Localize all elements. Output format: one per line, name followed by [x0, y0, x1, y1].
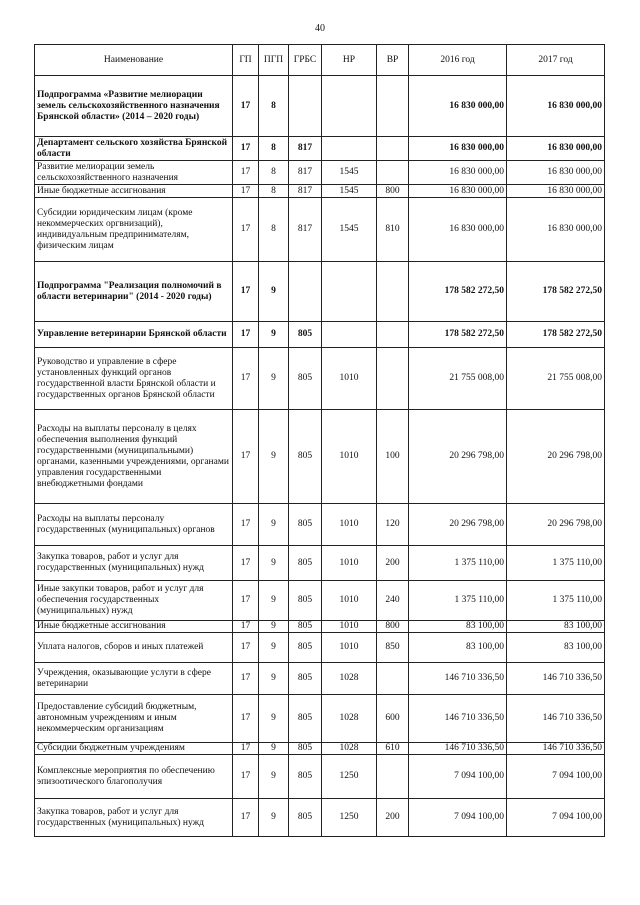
- row-2016: 16 830 000,00: [409, 185, 507, 198]
- row-2017: 16 830 000,00: [507, 185, 605, 198]
- row-np: 1010: [322, 348, 377, 410]
- row-2016: 83 100,00: [409, 621, 507, 633]
- row-vr: 850: [377, 633, 409, 663]
- table-row: [35, 799, 605, 837]
- table-row: [35, 185, 605, 198]
- row-np: 1010: [322, 504, 377, 546]
- row-gp: 17: [233, 348, 259, 410]
- row-name: Закупка товаров, работ и услуг для государственных (муниципальных) нужд: [35, 799, 233, 837]
- row-2017: 20 296 798,00: [507, 504, 605, 546]
- row-name: Департамент сельского хозяйства Брянской области: [35, 137, 233, 161]
- row-2017: 7 094 100,00: [507, 799, 605, 837]
- row-2016: 178 582 272,50: [409, 262, 507, 322]
- row-pgp: 8: [259, 76, 289, 137]
- row-grbs: 805: [289, 410, 322, 504]
- row-pgp: 9: [259, 348, 289, 410]
- row-2017: 178 582 272,50: [507, 322, 605, 348]
- table-row: [35, 695, 605, 743]
- row-np: 1545: [322, 198, 377, 262]
- row-vr: 240: [377, 581, 409, 621]
- row-name: Управление ветеринарии Брянской области: [35, 322, 233, 348]
- row-grbs: 805: [289, 348, 322, 410]
- row-pgp: 8: [259, 161, 289, 185]
- row-gp: 17: [233, 198, 259, 262]
- table-row: [35, 743, 605, 755]
- row-grbs: 805: [289, 504, 322, 546]
- row-2017: 20 296 798,00: [507, 410, 605, 504]
- row-2016: 16 830 000,00: [409, 137, 507, 161]
- row-2016: 146 710 336,50: [409, 663, 507, 695]
- row-2017: 146 710 336,50: [507, 743, 605, 755]
- row-gp: 17: [233, 322, 259, 348]
- row-vr: 200: [377, 546, 409, 581]
- row-pgp: 9: [259, 262, 289, 322]
- row-2017: 16 830 000,00: [507, 137, 605, 161]
- row-grbs: 805: [289, 621, 322, 633]
- row-gp: 17: [233, 633, 259, 663]
- row-vr: [377, 76, 409, 137]
- row-np: [322, 262, 377, 322]
- row-name: Учреждения, оказывающие услуги в сфере ветеринарии: [35, 663, 233, 695]
- header-vr: ВР: [377, 45, 409, 76]
- row-gp: 17: [233, 76, 259, 137]
- row-grbs: 805: [289, 799, 322, 837]
- row-pgp: 8: [259, 198, 289, 262]
- row-grbs: 805: [289, 755, 322, 799]
- row-gp: 17: [233, 799, 259, 837]
- row-name: Предоставление субсидий бюджетным, автономным учреждениям и иным некоммерческим организациям: [35, 695, 233, 743]
- row-2017: 21 755 008,00: [507, 348, 605, 410]
- row-2016: 16 830 000,00: [409, 198, 507, 262]
- header-gp: ГП: [233, 45, 259, 76]
- row-gp: 17: [233, 755, 259, 799]
- row-gp: 17: [233, 410, 259, 504]
- row-gp: 17: [233, 743, 259, 755]
- row-gp: 17: [233, 621, 259, 633]
- row-2016: 21 755 008,00: [409, 348, 507, 410]
- table-row: [35, 410, 605, 504]
- row-name: Подпрограмма «Развитие мелиорации земель сельскохозяйственного назначения Брянской области» (2014 – 2020 годы): [35, 76, 233, 137]
- row-grbs: 805: [289, 633, 322, 663]
- row-2017: 83 100,00: [507, 633, 605, 663]
- row-np: 1028: [322, 663, 377, 695]
- row-name: Иные закупки товаров, работ и услуг для обеспечения государственных (муниципальных) нужд: [35, 581, 233, 621]
- page-number: 40: [315, 23, 325, 34]
- row-np: 1545: [322, 161, 377, 185]
- header-name: Наименование: [35, 45, 233, 76]
- row-gp: 17: [233, 137, 259, 161]
- table-row: [35, 755, 605, 799]
- table-row: [35, 322, 605, 348]
- row-name: Иные бюджетные ассигнования: [35, 621, 233, 633]
- table-row: [35, 621, 605, 633]
- row-2017: 146 710 336,50: [507, 695, 605, 743]
- header-grbs: ГРБС: [289, 45, 322, 76]
- row-np: [322, 137, 377, 161]
- table-row: [35, 262, 605, 322]
- row-2017: 7 094 100,00: [507, 755, 605, 799]
- row-name: Расходы на выплаты персоналу в целях обеспечения выполнения функций государственными (муниципальными) органами, казенными учреждениями, органами управления государственными внебюджетными фондами: [35, 410, 233, 504]
- row-grbs: 805: [289, 546, 322, 581]
- row-name: Субсидии бюджетным учреждениям: [35, 743, 233, 755]
- table-row: [35, 198, 605, 262]
- row-gp: 17: [233, 581, 259, 621]
- row-2016: 7 094 100,00: [409, 755, 507, 799]
- row-vr: 800: [377, 185, 409, 198]
- row-vr: 610: [377, 743, 409, 755]
- row-np: 1028: [322, 743, 377, 755]
- table-header-row: [35, 45, 605, 76]
- row-np: [322, 322, 377, 348]
- row-vr: 100: [377, 410, 409, 504]
- row-gp: 17: [233, 185, 259, 198]
- header-2016: 2016 год: [409, 45, 507, 76]
- row-gp: 17: [233, 504, 259, 546]
- header-np: НР: [322, 45, 377, 76]
- row-2016: 146 710 336,50: [409, 695, 507, 743]
- budget-table: [34, 44, 605, 837]
- row-2017: 1 375 110,00: [507, 581, 605, 621]
- row-2017: 16 830 000,00: [507, 198, 605, 262]
- row-name: Руководство и управление в сфере установленных функций органов государственной власти Брянской области и государственных органов Брянской области: [35, 348, 233, 410]
- row-name: Комплексные мероприятия по обеспечению эпизоотического благополучия: [35, 755, 233, 799]
- row-np: 1028: [322, 695, 377, 743]
- row-np: 1010: [322, 546, 377, 581]
- row-pgp: 9: [259, 663, 289, 695]
- row-2017: 16 830 000,00: [507, 161, 605, 185]
- table-row: [35, 348, 605, 410]
- header-pgp: ПГП: [259, 45, 289, 76]
- row-grbs: 817: [289, 161, 322, 185]
- row-pgp: 9: [259, 799, 289, 837]
- row-grbs: 805: [289, 581, 322, 621]
- row-vr: [377, 348, 409, 410]
- row-vr: 200: [377, 799, 409, 837]
- row-2017: 178 582 272,50: [507, 262, 605, 322]
- row-grbs: 817: [289, 198, 322, 262]
- row-np: 1250: [322, 799, 377, 837]
- table-row: [35, 504, 605, 546]
- header-2017: 2017 год: [507, 45, 605, 76]
- table-row: [35, 76, 605, 137]
- row-pgp: 9: [259, 621, 289, 633]
- row-np: [322, 76, 377, 137]
- row-2016: 16 830 000,00: [409, 161, 507, 185]
- row-grbs: 805: [289, 743, 322, 755]
- row-2016: 20 296 798,00: [409, 410, 507, 504]
- row-np: 1250: [322, 755, 377, 799]
- row-vr: [377, 755, 409, 799]
- row-gp: 17: [233, 695, 259, 743]
- row-2016: 83 100,00: [409, 633, 507, 663]
- row-np: 1010: [322, 410, 377, 504]
- row-pgp: 9: [259, 633, 289, 663]
- row-pgp: 9: [259, 695, 289, 743]
- row-vr: 810: [377, 198, 409, 262]
- row-gp: 17: [233, 161, 259, 185]
- row-gp: 17: [233, 546, 259, 581]
- row-grbs: 805: [289, 695, 322, 743]
- row-name: Закупка товаров, работ и услуг для государственных (муниципальных) нужд: [35, 546, 233, 581]
- row-gp: 17: [233, 262, 259, 322]
- row-vr: [377, 663, 409, 695]
- row-vr: 120: [377, 504, 409, 546]
- row-2017: 1 375 110,00: [507, 546, 605, 581]
- row-pgp: 9: [259, 504, 289, 546]
- row-2017: 146 710 336,50: [507, 663, 605, 695]
- row-grbs: 817: [289, 185, 322, 198]
- row-grbs: [289, 262, 322, 322]
- row-2016: 20 296 798,00: [409, 504, 507, 546]
- row-grbs: [289, 76, 322, 137]
- row-np: 1010: [322, 621, 377, 633]
- row-vr: 600: [377, 695, 409, 743]
- row-grbs: 805: [289, 663, 322, 695]
- row-pgp: 9: [259, 755, 289, 799]
- row-pgp: 9: [259, 322, 289, 348]
- table-row: [35, 663, 605, 695]
- row-vr: 800: [377, 621, 409, 633]
- row-gp: 17: [233, 663, 259, 695]
- row-np: 1010: [322, 581, 377, 621]
- row-np: 1545: [322, 185, 377, 198]
- table-row: [35, 633, 605, 663]
- row-vr: [377, 161, 409, 185]
- row-name: Развитие мелиорации земель сельскохозяйственного назначения: [35, 161, 233, 185]
- row-vr: [377, 322, 409, 348]
- row-name: Иные бюджетные ассигнования: [35, 185, 233, 198]
- row-2016: 7 094 100,00: [409, 799, 507, 837]
- row-2016: 16 830 000,00: [409, 76, 507, 137]
- row-name: Уплата налогов, сборов и иных платежей: [35, 633, 233, 663]
- row-2016: 178 582 272,50: [409, 322, 507, 348]
- row-pgp: 9: [259, 410, 289, 504]
- row-pgp: 8: [259, 137, 289, 161]
- row-name: Субсидии юридическим лицам (кроме некоммерческих оргвнизаций), индивидуальным предпринимателям, физическим лицам: [35, 198, 233, 262]
- table-row: [35, 546, 605, 581]
- row-vr: [377, 262, 409, 322]
- row-vr: [377, 137, 409, 161]
- row-pgp: 9: [259, 743, 289, 755]
- row-np: 1010: [322, 633, 377, 663]
- row-2016: 146 710 336,50: [409, 743, 507, 755]
- row-grbs: 817: [289, 137, 322, 161]
- row-grbs: 805: [289, 322, 322, 348]
- row-name: Расходы на выплаты персоналу государственных (муниципальных) органов: [35, 504, 233, 546]
- row-pgp: 8: [259, 185, 289, 198]
- row-pgp: 9: [259, 581, 289, 621]
- row-2017: 83 100,00: [507, 621, 605, 633]
- table-row: [35, 161, 605, 185]
- row-pgp: 9: [259, 546, 289, 581]
- table-row: [35, 581, 605, 621]
- row-2016: 1 375 110,00: [409, 581, 507, 621]
- row-name: Подпрограмма "Реализация полномочий в области ветеринарии" (2014 - 2020 годы): [35, 262, 233, 322]
- row-2016: 1 375 110,00: [409, 546, 507, 581]
- table-row: [35, 137, 605, 161]
- row-2017: 16 830 000,00: [507, 76, 605, 137]
